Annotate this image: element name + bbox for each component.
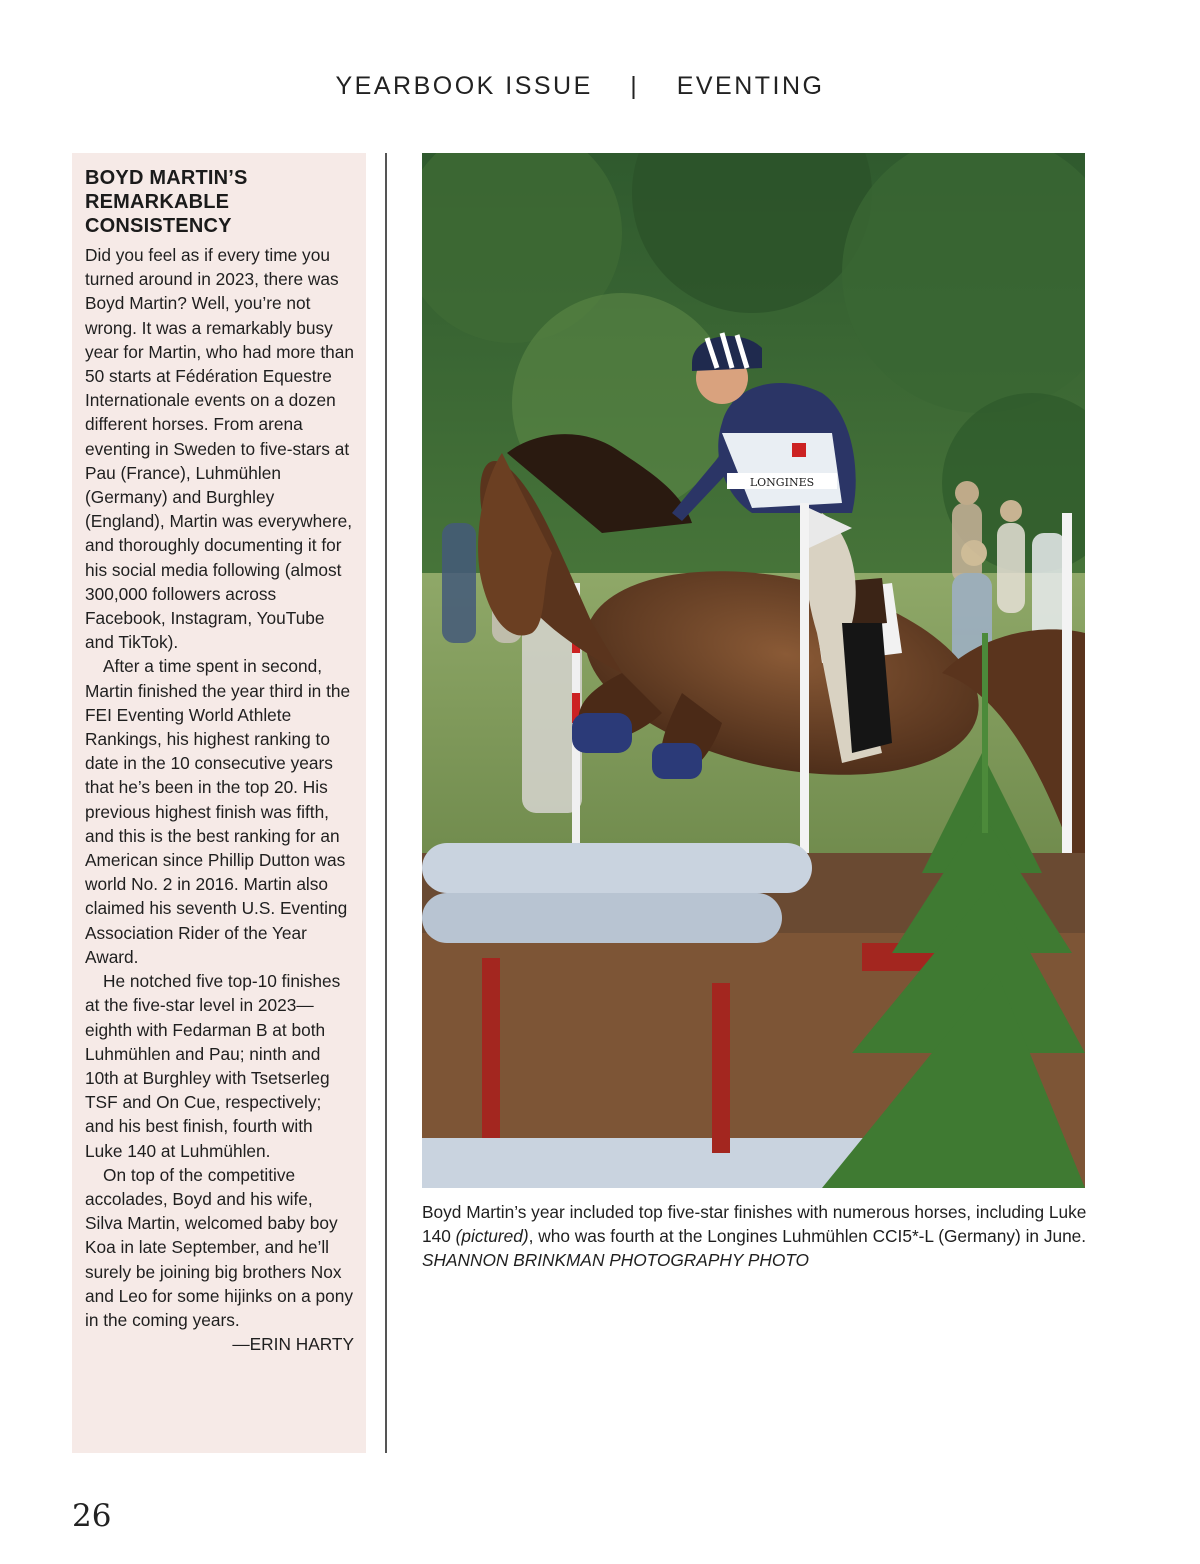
sidebar-paragraph: After a time spent in second, Martin finished the year third in the FEI Eventing World Athlete Rankings, his highest ranking to date in the 10 consecutive years that he’s been in the top 20. His previous highest finish was fifth, and this is the best ranking for an American since Phillip Dutton was world No. 2 in 2016. Martin also claimed his seventh U.S. Eventing Association Rider of the Year Award.	[85, 656, 351, 967]
running-header	[0, 72, 1160, 101]
sidebar-title: BOYD MARTIN’S REMARKABLE CONSISTENCY	[85, 167, 248, 237]
caption-pictured: (pictured)	[455, 1226, 529, 1247]
caption-text: Boyd Martin’s year included top five-star finishes with numerous horses, including Luke 140	[422, 1202, 1087, 1247]
photo-credit: SHANNON BRINKMAN PHOTOGRAPHY PHOTO	[422, 1250, 809, 1271]
sidebar-paragraph: He notched five top-10 finishes at the five-star level in 2023—eighth with Fedarman B at both Luhmühlen and Pau; ninth and 10th at Burghley with Tsetserleg TSF and On Cue, respectively; and his best finish, fourth with Luke 140 at Luhmühlen.	[85, 971, 341, 1161]
column-divider	[385, 153, 387, 1453]
photo-illustration	[422, 153, 1085, 1188]
sidebar-box	[72, 153, 366, 1453]
section-label: YEARBOOK ISSUE	[335, 72, 593, 100]
horse-jump-photo	[422, 153, 1085, 1188]
header-separator: |	[630, 72, 640, 100]
page-number: 26	[72, 1498, 112, 1534]
sidebar-paragraph: On top of the competitive accolades, Boyd and his wife, Silva Martin, welcomed baby boy Koa in late September, and he’ll surely be joining big brothers Nox and Leo for some hijinks on a pony in the coming years.	[85, 1164, 354, 1330]
caption-text-continued: , who was fourth at the Longines Luhmühlen CCI5*-L (Germany) in June.	[528, 1226, 1087, 1247]
sidebar-paragraph: Did you feel as if every time you turned around in 2023, there was Boyd Martin? Well, you’re not wrong. It was a remarkably busy year for Martin, who had more than 50 starts at Fédération Equestre Internationale events on a dozen different horses. From arena eventing in Sweden to five-stars at Pau (France), Luhmühlen (Germany) and Burghley (England), Martin was everywhere, and thoroughly documenting it for his social media following (almost 300,000 followers across Facebook, Instagram, YouTube and TikTok).	[85, 245, 354, 653]
category-label: EVENTING	[676, 72, 825, 100]
photo-caption	[422, 1200, 1092, 1273]
byline: —ERIN HARTY	[232, 1334, 354, 1355]
bib-label: LONGINES	[749, 476, 815, 489]
